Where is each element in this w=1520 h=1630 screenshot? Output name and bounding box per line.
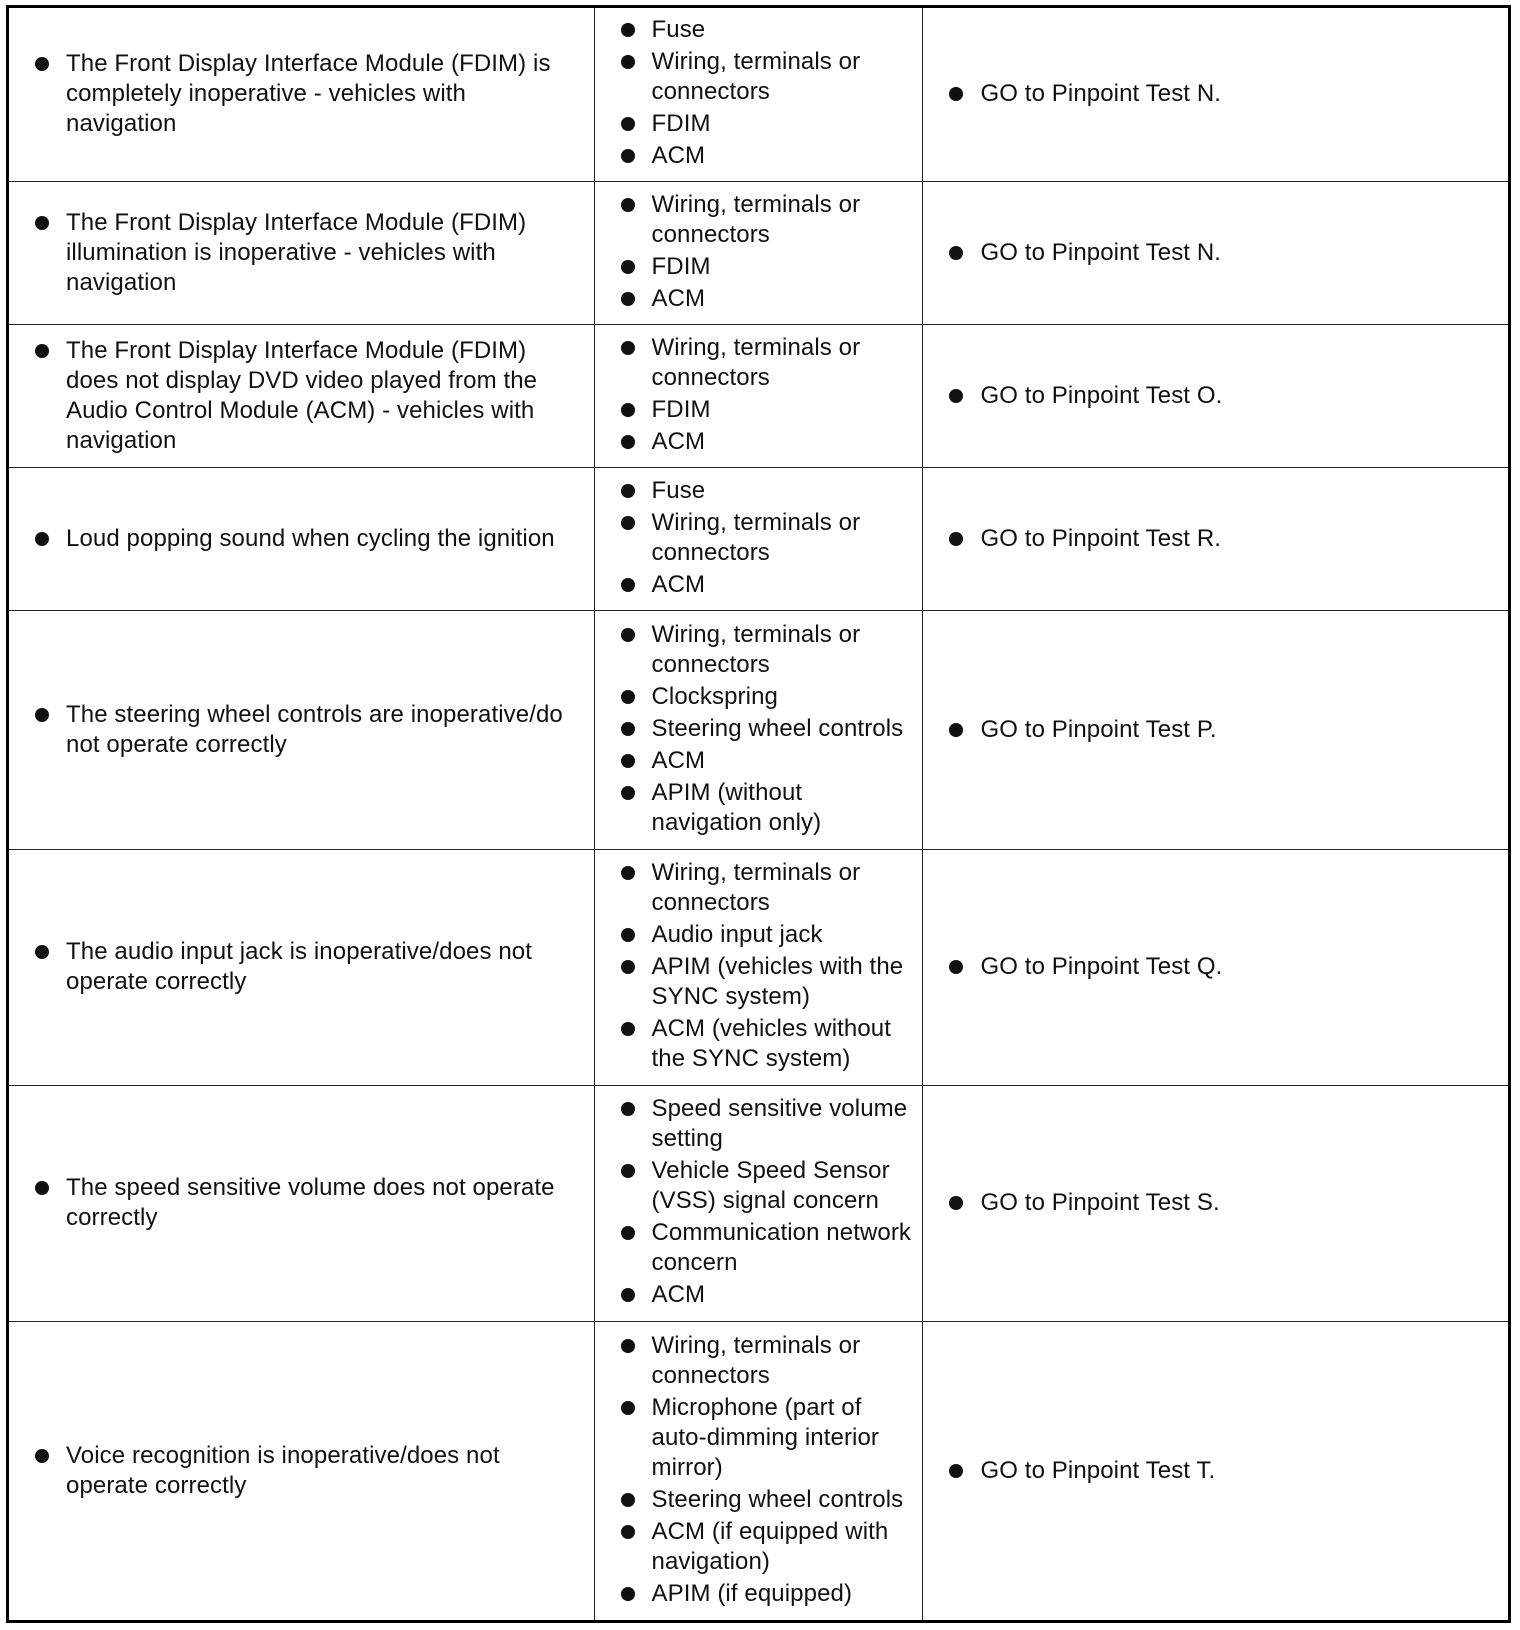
condition-text: The audio input jack is inoperative/does not operate correctly [9, 937, 594, 997]
action-text: GO to Pinpoint Test N. [923, 79, 1509, 109]
action-cell [922, 611, 1508, 849]
action-text: GO to Pinpoint Test S. [923, 1188, 1509, 1218]
condition-cell [9, 1322, 594, 1620]
source-item: Wiring, terminals or connectors [595, 47, 922, 107]
table-row [9, 324, 1508, 467]
source-item: Fuse [595, 476, 922, 506]
action-text: GO to Pinpoint Test N. [923, 238, 1509, 268]
possible-source-cell [594, 1085, 922, 1321]
source-item: ACM [595, 284, 922, 314]
condition-cell [9, 849, 594, 1085]
table-row [9, 1085, 1508, 1321]
condition-text: The speed sensitive volume does not operate correctly [9, 1173, 594, 1233]
source-item: APIM (vehicles with the SYNC system) [595, 952, 922, 1012]
action-cell [922, 1322, 1508, 1620]
symptom-chart-frame [6, 5, 1511, 1623]
action-text: GO to Pinpoint Test T. [923, 1456, 1509, 1486]
possible-source-cell [594, 1322, 922, 1620]
condition-cell [9, 611, 594, 849]
condition-cell [9, 324, 594, 467]
source-item: Wiring, terminals or connectors [595, 620, 922, 680]
condition-cell [9, 181, 594, 324]
possible-source-cell [594, 468, 922, 611]
table-row [9, 611, 1508, 849]
source-item: Communication network concern [595, 1218, 922, 1278]
source-item: APIM (without navigation only) [595, 778, 922, 838]
action-cell [922, 468, 1508, 611]
source-item: Vehicle Speed Sensor (VSS) signal concern [595, 1156, 922, 1216]
condition-text: Voice recognition is inoperative/does not operate correctly [9, 1441, 594, 1501]
source-item: ACM [595, 141, 922, 171]
possible-source-cell [594, 8, 922, 181]
possible-source-cell [594, 181, 922, 324]
source-item: Clockspring [595, 682, 922, 712]
table-row [9, 181, 1508, 324]
source-item: ACM (vehicles without the SYNC system) [595, 1014, 922, 1074]
action-cell [922, 849, 1508, 1085]
condition-cell [9, 468, 594, 611]
source-item: Wiring, terminals or connectors [595, 190, 922, 250]
table-row [9, 849, 1508, 1085]
condition-cell [9, 8, 594, 181]
source-item: Steering wheel controls [595, 714, 922, 744]
source-item: ACM [595, 746, 922, 776]
possible-source-cell [594, 849, 922, 1085]
source-item: FDIM [595, 395, 922, 425]
source-item: Wiring, terminals or connectors [595, 1331, 922, 1391]
action-text: GO to Pinpoint Test P. [923, 715, 1509, 745]
action-text: GO to Pinpoint Test Q. [923, 952, 1509, 982]
source-item: ACM [595, 1280, 922, 1310]
source-item: Steering wheel controls [595, 1485, 922, 1515]
action-cell [922, 8, 1508, 181]
symptom-chart-body [9, 8, 1508, 1620]
source-item: Microphone (part of auto-dimming interior mirror) [595, 1393, 922, 1483]
possible-source-cell [594, 324, 922, 467]
source-item: Fuse [595, 15, 922, 45]
source-item: Audio input jack [595, 920, 922, 950]
source-item: ACM [595, 570, 922, 600]
source-item: Speed sensitive volume setting [595, 1094, 922, 1154]
possible-source-cell [594, 611, 922, 849]
source-item: FDIM [595, 252, 922, 282]
action-text: GO to Pinpoint Test R. [923, 524, 1509, 554]
source-item: ACM [595, 427, 922, 457]
source-item: Wiring, terminals or connectors [595, 858, 922, 918]
condition-text: The Front Display Interface Module (FDIM) is completely inoperative - vehicles with navigation [9, 49, 594, 139]
source-item: Wiring, terminals or connectors [595, 508, 922, 568]
condition-cell [9, 1085, 594, 1321]
source-item: ACM (if equipped with navigation) [595, 1517, 922, 1577]
source-item: APIM (if equipped) [595, 1579, 922, 1609]
action-cell [922, 1085, 1508, 1321]
condition-text: The Front Display Interface Module (FDIM) does not display DVD video played from the Audio Control Module (ACM) - vehicles with navigation [9, 336, 594, 456]
table-row [9, 8, 1508, 181]
condition-text: The Front Display Interface Module (FDIM) illumination is inoperative - vehicles with navigation [9, 208, 594, 298]
action-cell [922, 181, 1508, 324]
condition-text: Loud popping sound when cycling the ignition [9, 524, 594, 554]
table-row [9, 1322, 1508, 1620]
source-item: Wiring, terminals or connectors [595, 333, 922, 393]
source-item: FDIM [595, 109, 922, 139]
condition-text: The steering wheel controls are inoperative/do not operate correctly [9, 700, 594, 760]
table-row [9, 468, 1508, 611]
action-cell [922, 324, 1508, 467]
symptom-chart-table [9, 8, 1508, 1620]
action-text: GO to Pinpoint Test O. [923, 381, 1509, 411]
